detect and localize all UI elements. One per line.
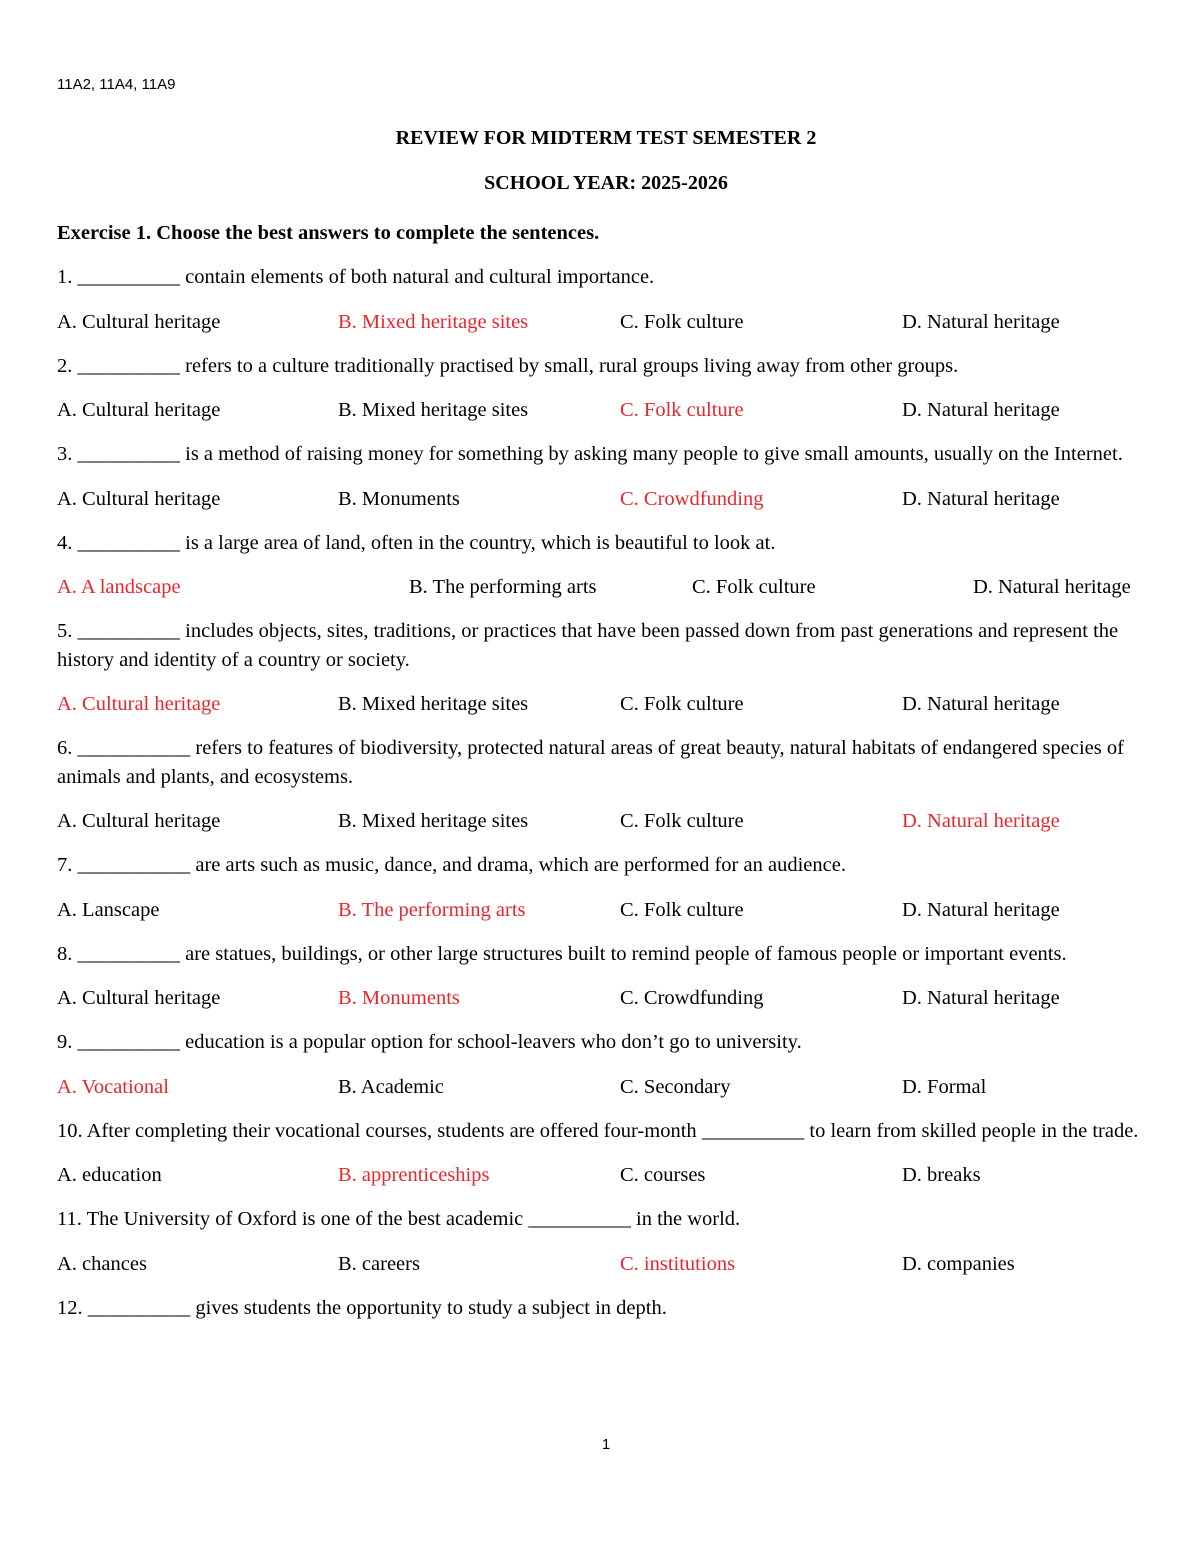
option-9d: D. Formal: [902, 1075, 987, 1098]
options-6: [57, 806, 1167, 836]
option-7c: C. Folk culture: [620, 898, 744, 921]
question-6: 6. ___________ refers to features of biodiversity, protected natural areas of great beauty, natural habitats of endangered species of animals and plants, and ecosystems.: [57, 737, 1124, 788]
page-title: REVIEW FOR MIDTERM TEST SEMESTER 2: [395, 127, 817, 149]
question-8: 8. __________ are statues, buildings, or other large structures built to remind people of famous people or important events.: [57, 942, 1067, 965]
option-11a: A. chances: [57, 1252, 147, 1275]
options-10: [57, 1160, 1167, 1190]
option-8a: A. Cultural heritage: [57, 987, 221, 1009]
option-5d: D. Natural heritage: [902, 693, 1060, 715]
option-1a: A. Cultural heritage: [57, 310, 221, 333]
option-10c: C. courses: [620, 1164, 706, 1186]
exercise-content: [57, 218, 1167, 1337]
option-4b: B. The performing arts: [409, 576, 597, 598]
option-1d: D. Natural heritage: [902, 310, 1060, 333]
option-8c: C. Crowdfunding: [620, 987, 764, 1009]
option-7a: A. Lanscape: [57, 898, 160, 921]
school-year: SCHOOL YEAR: 2025-2026: [484, 172, 728, 194]
option-10b: B. apprenticeships: [338, 1164, 490, 1186]
option-3c: C. Crowdfunding: [620, 487, 764, 510]
option-1b: B. Mixed heritage sites: [338, 310, 529, 333]
option-5a: A. Cultural heritage: [57, 693, 221, 715]
option-5c: C. Folk culture: [620, 693, 744, 715]
option-8d: D. Natural heritage: [902, 987, 1060, 1009]
options-2: [57, 395, 1167, 425]
exercise-heading: Exercise 1. Choose the best answers to complete the sentences.: [57, 222, 600, 244]
options-3: [57, 484, 1167, 514]
option-2a: A. Cultural heritage: [57, 399, 221, 421]
options-1: [57, 307, 1167, 337]
option-4c: C. Folk culture: [692, 576, 816, 598]
class-code: 11A2, 11A4, 11A9: [57, 76, 176, 93]
question-9: 9. __________ education is a popular option for school-leavers who don’t go to university.: [57, 1031, 802, 1053]
question-3: 3. __________ is a method of raising money for something by asking many people to give small amounts, usually on the Internet.: [57, 443, 1123, 465]
option-6a: A. Cultural heritage: [57, 810, 221, 832]
question-2: 2. __________ refers to a culture traditionally practised by small, rural groups living away from other groups.: [57, 354, 959, 377]
option-3a: A. Cultural heritage: [57, 487, 221, 510]
option-9c: C. Secondary: [620, 1075, 731, 1098]
question-7: 7. ___________ are arts such as music, dance, and drama, which are performed for an audience.: [57, 854, 846, 876]
option-10d: D. breaks: [902, 1164, 981, 1186]
option-6c: C. Folk culture: [620, 810, 744, 832]
option-2b: B. Mixed heritage sites: [338, 399, 529, 421]
option-4a: A. A landscape: [57, 576, 181, 598]
option-4d: D. Natural heritage: [973, 576, 1131, 598]
question-1: 1. __________ contain elements of both natural and cultural importance.: [57, 266, 655, 288]
option-11c: C. institutions: [620, 1252, 736, 1275]
option-9b: B. Academic: [338, 1075, 444, 1098]
option-7b: B. The performing arts: [338, 898, 526, 921]
option-11d: D. companies: [902, 1252, 1015, 1275]
options-8: [57, 983, 1167, 1013]
question-11: 11. The University of Oxford is one of the best academic __________ in the world.: [57, 1208, 741, 1230]
option-10a: A. education: [57, 1164, 162, 1186]
option-8b: B. Monuments: [338, 987, 460, 1009]
question-10: 10. After completing their vocational courses, students are offered four-month __________ to learn from skilled people in the trade.: [57, 1119, 1139, 1142]
option-2d: D. Natural heritage: [902, 399, 1060, 421]
options-11: [57, 1249, 1167, 1279]
options-4: [57, 572, 1167, 602]
option-9a: A. Vocational: [57, 1075, 169, 1098]
options-5: [57, 689, 1167, 719]
question-12: 12. __________ gives students the opportunity to study a subject in depth.: [57, 1296, 667, 1319]
option-6b: B. Mixed heritage sites: [338, 810, 529, 832]
option-3d: D. Natural heritage: [902, 487, 1060, 510]
option-7d: D. Natural heritage: [902, 898, 1060, 921]
option-11b: B. careers: [338, 1252, 420, 1275]
page-number: 1: [601, 1436, 611, 1453]
option-3b: B. Monuments: [338, 487, 460, 510]
options-9: [57, 1072, 1167, 1102]
option-1c: C. Folk culture: [620, 310, 744, 333]
question-5: 5. __________ includes objects, sites, traditions, or practices that have been passed down from past generations and represent the history and identity of a country or society.: [57, 620, 1119, 671]
option-6d: D. Natural heritage: [902, 810, 1060, 832]
question-4: 4. __________ is a large area of land, often in the country, which is beautiful to look at.: [57, 531, 776, 554]
option-5b: B. Mixed heritage sites: [338, 693, 529, 715]
option-2c: C. Folk culture: [620, 399, 744, 421]
options-7: [57, 895, 1167, 925]
